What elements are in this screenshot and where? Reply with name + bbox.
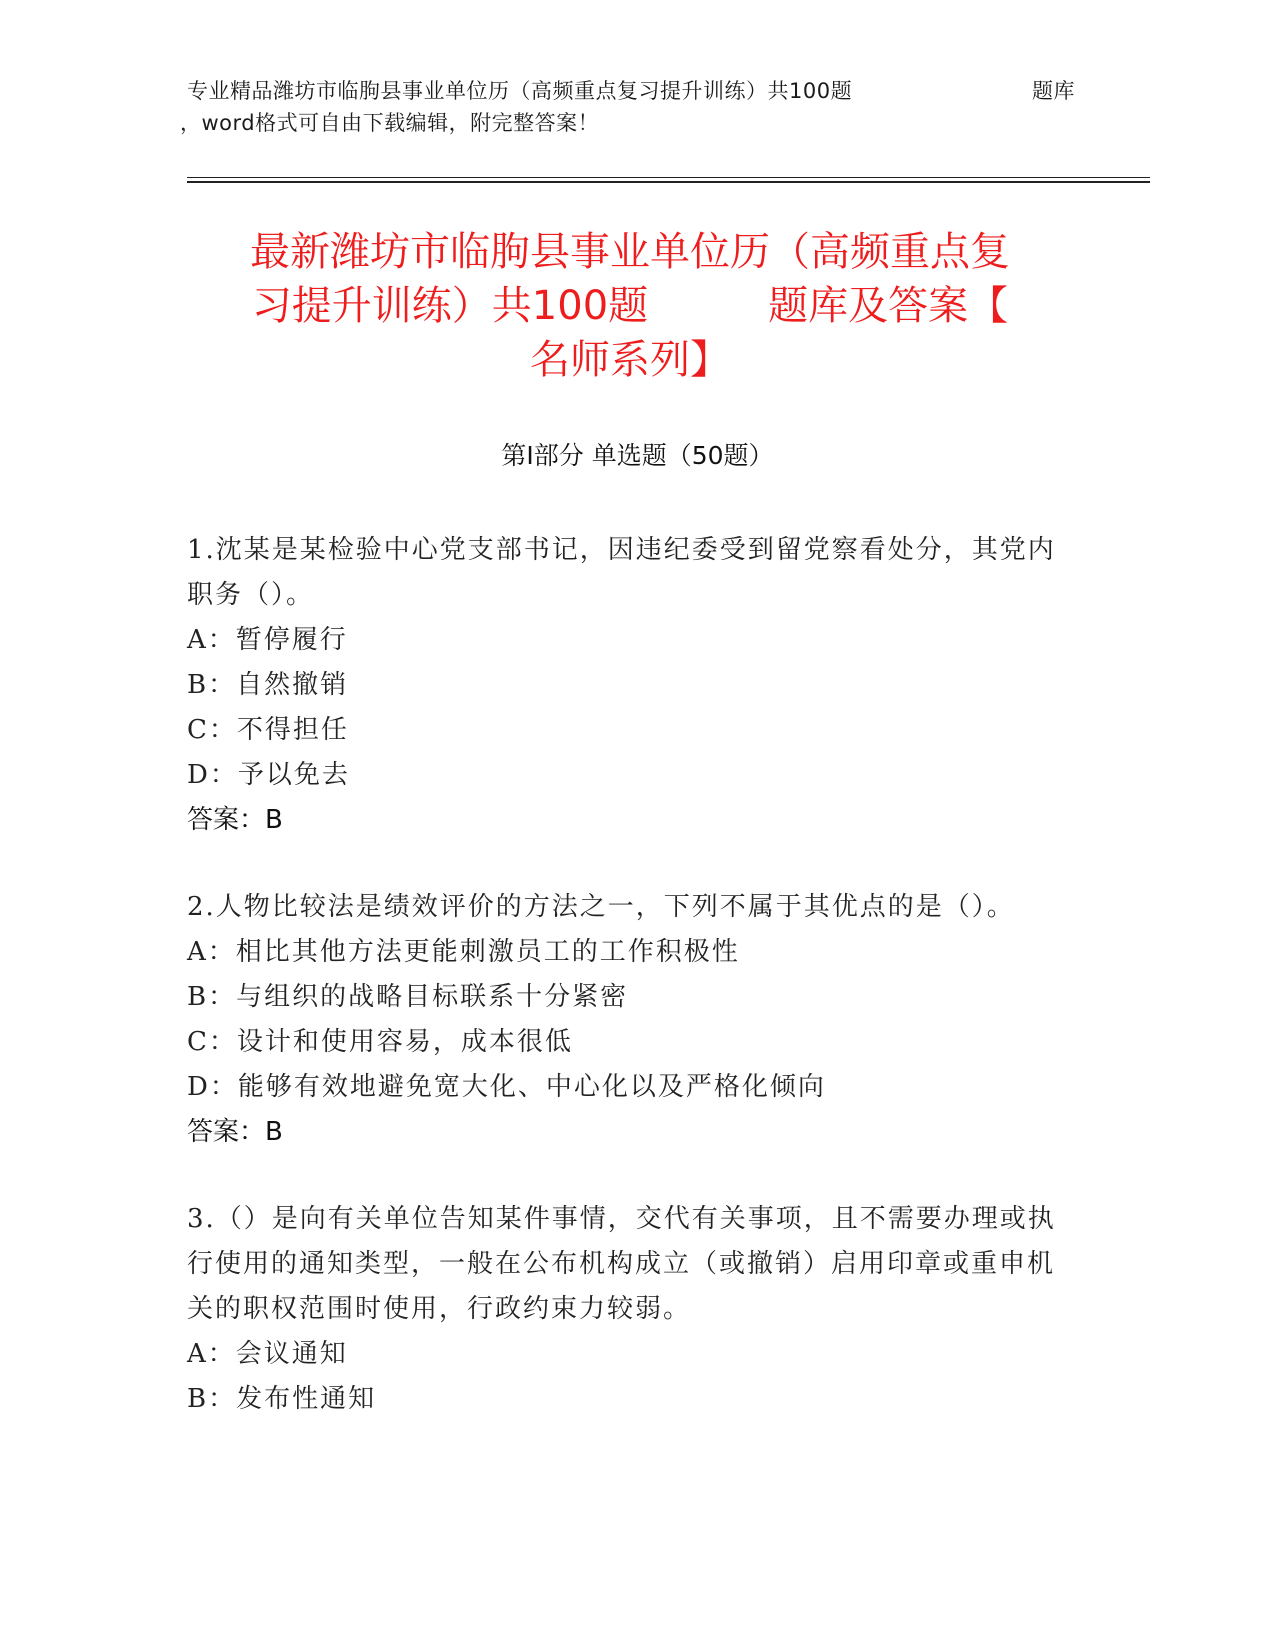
title-row-1: 最新潍坊市临朐县事业单位历（高频重点复 [250, 229, 1010, 275]
option-c: C：不得担任 [187, 715, 349, 745]
option-a: A：暂停履行 [187, 625, 348, 655]
question-list [187, 528, 1067, 1464]
header-subline: ，word格式可自由下载编辑，附完整答案！ [180, 111, 600, 135]
option-b: B：发布性通知 [187, 1384, 377, 1414]
header-line [187, 76, 1087, 106]
option-b: B：自然撤销 [187, 670, 349, 700]
question-1 [187, 528, 1067, 843]
header-text: 专业精品潍坊市临朐县事业单位历（高频重点复习提升训练）共100题 [187, 79, 853, 103]
section-title: 第Ⅰ部分 单选题（50题） [501, 441, 774, 470]
question-text: 1.沈某是某检验中心党支部书记，因违纪委受到留党察看处分，其党内职务（）。 [187, 535, 1056, 610]
document-title [190, 225, 1070, 387]
option-b: B：与组织的战略目标联系十分紧密 [187, 982, 629, 1012]
option-d: D：能够有效地避免宽大化、中心化以及严格化倾向 [187, 1072, 826, 1102]
question-2 [187, 885, 1067, 1155]
answer: 答案：B [187, 805, 283, 835]
question-text: 3.（）是向有关单位告知某件事情，交代有关事项，且不需要办理或执行使用的通知类型，一般在公布机构成立（或撤销）启用印章或重申机关的职权范围时使用，行政约束力较弱。 [187, 1204, 1056, 1324]
option-a: A：会议通知 [187, 1339, 348, 1369]
header-divider-thick [187, 181, 1150, 183]
answer: 答案：B [187, 1117, 283, 1147]
option-d: D：予以免去 [187, 760, 350, 790]
header-tail: 题库 [1032, 79, 1075, 103]
question-3 [187, 1197, 1067, 1422]
title-row-2: 习提升训练）共100题 题库及答案【 [251, 283, 1009, 329]
option-a: A：相比其他方法更能刺激员工的工作积极性 [187, 937, 740, 967]
header-divider-thin [187, 177, 1150, 178]
option-c: C：设计和使用容易，成本很低 [187, 1027, 573, 1057]
question-text: 2.人物比较法是绩效评价的方法之一，下列不属于其优点的是（）。 [187, 892, 1015, 922]
title-row-3: 名师系列】 [530, 337, 730, 383]
